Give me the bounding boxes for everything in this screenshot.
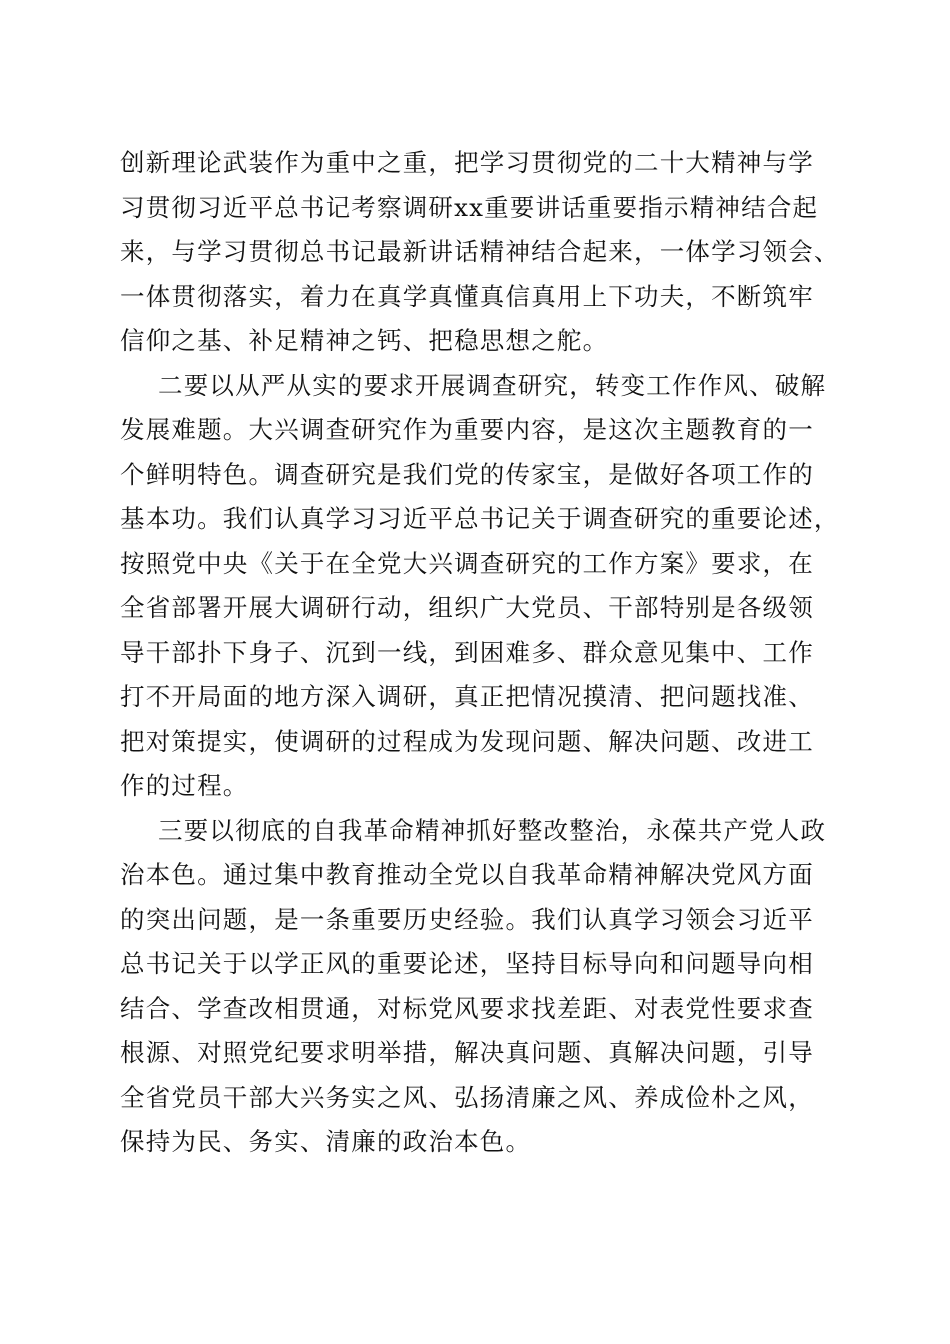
paragraph-2-first-line: 二要以从严从实的要求开展调查研究，转变工作作风、破解 — [158, 370, 827, 400]
text-line: 一体贯彻落实，着力在真学真懂真信真用上下功夫，不断筑牢 — [120, 281, 814, 311]
text-line: 把对策提实，使调研的过程成为发现问题、解决问题、改进工 — [120, 726, 814, 756]
text-line: 全省党员干部大兴务实之风、弘扬清廉之风、养成俭朴之风， — [120, 1082, 814, 1112]
text-line: 按照党中央《关于在全党大兴调查研究的工作方案》要求，在 — [120, 548, 814, 578]
text-line: 作的过程。 — [120, 771, 249, 800]
text-line: 根源、对照党纪要求明举措，解决真问题、真解决问题，引导 — [120, 1038, 814, 1067]
body-text — [120, 141, 850, 1165]
text-line: 基本功。我们认真学习习近平总书记关于调查研究的重要论述， — [120, 504, 840, 533]
text-line: 的突出问题，是一条重要历史经验。我们认真学习领会习近平 — [120, 904, 814, 934]
text-line: 全省部署开展大调研行动，组织广大党员、干部特别是各级领 — [120, 593, 814, 622]
text-line: 习贯彻习近平总书记考察调研xx重要讲话重要指示精神结合起 — [120, 192, 819, 222]
text-line: 发展难题。大兴调查研究作为重要内容，是这次主题教育的一 — [120, 415, 814, 444]
text-line: 总书记关于以学正风的重要论述，坚持目标导向和问题导向相 — [120, 949, 814, 978]
text-line: 来，与学习贯彻总书记最新讲话精神结合起来，一体学习领会、 — [120, 237, 840, 266]
text-line: 打不开局面的地方深入调研，真正把情况摸清、把问题找准、 — [120, 682, 814, 711]
text-line: 创新理论武装作为重中之重，把学习贯彻党的二十大精神与学 — [120, 148, 814, 177]
paragraph-3-first-line: 三要以彻底的自我革命精神抓好整改整治，永葆共产党人政 — [158, 815, 827, 845]
text-line: 信仰之基、补足精神之钙、把稳思想之舵。 — [120, 326, 609, 355]
text-line: 结合、学查改相贯通，对标党风要求找差距、对表党性要求查 — [120, 993, 814, 1023]
text-line: 导干部扑下身子、沉到一线，到困难多、群众意见集中、工作 — [120, 637, 814, 667]
text-line: 个鲜明特色。调查研究是我们党的传家宝，是做好各项工作的 — [120, 459, 814, 489]
text-line: 治本色。通过集中教育推动全党以自我革命精神解决党风方面 — [120, 860, 814, 889]
text-line: 保持为民、务实、清廉的政治本色。 — [120, 1127, 532, 1156]
